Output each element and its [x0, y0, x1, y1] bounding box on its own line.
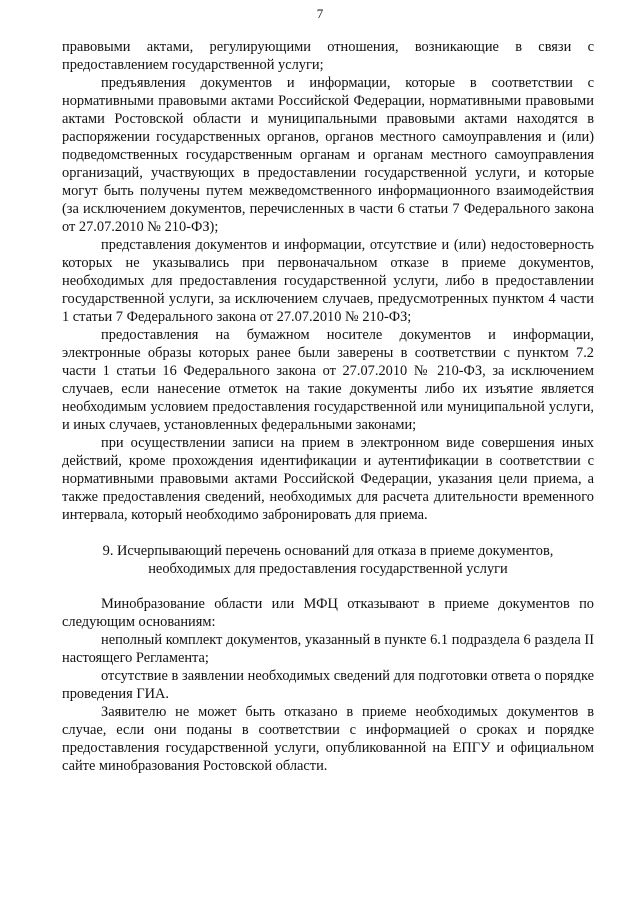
paragraph-unreliable-documents: представления документов и информации, отсутствие и (или) недостоверность которых не указывались при первоначальном отказе в приеме документов, необходимых для предоставления государственной услуги, либо в предоставлении государственной услуги, за исключением случаев, предусмотренных пунктом 4 части 1 статьи 7 Федерального закона от 27.07.2010 № 210-ФЗ;	[62, 237, 594, 325]
paragraph-paper-copies: предоставления на бумажном носителе документов и информации, электронные образы которых ранее были заверены в соответствии с пунктом 7.2 части 1 статьи 16 Федерального закона от 27.07.2010 № 210-ФЗ, за исключением случаев, если нанесение отметок на такие документы либо их изъятие является необходимым условием предоставления государственной или муниципальной услуги, и иных случаев, установленных федеральными законами;	[62, 327, 594, 433]
paragraph-documents-presentation: предъявления документов и информации, которые в соответствии с нормативными правовыми актами Российской Федерации, нормативными правовыми актами Ростовской области и муниципальными правовыми актами находятся в распоряжении государственных органов, органов местного самоуправления и (или) подведомственных государственным органам и органам местного самоуправления организаций, участвующих в предоставлении государственной услуги, и которые могут быть получены путем межведомственного информационного взаимодействия (за исключением документов, перечисленных в части 6 статьи 7 Федерального закона от 27.07.2010 № 210-ФЗ);	[62, 75, 594, 235]
paragraph-no-refusal: Заявителю не может быть отказано в приеме необходимых документов в случае, если они поданы в соответствии с информацией о сроках и порядке предоставления государственной услуги, опубликованной на ЕПГУ и официальном сайте минобразования Ростовской области.	[62, 704, 594, 774]
paragraph-continuation: правовыми актами, регулирующими отношения, возникающие в связи с предоставлением государственной услуги;	[62, 39, 594, 73]
paragraph-missing-info: отсутствие в заявлении необходимых сведений для подготовки ответа о порядке проведения ГИА.	[62, 668, 594, 702]
paragraph-refusal-intro: Минобразование области или МФЦ отказывают в приеме документов по следующим основаниям:	[62, 596, 594, 630]
page-number: 7	[316, 6, 324, 21]
section-heading	[62, 542, 594, 578]
section-heading-line-1: 9. Исчерпывающий перечень оснований для отказа в приеме документов,	[102, 543, 554, 559]
paragraph-electronic-appointment: при осуществлении записи на прием в электронном виде совершения иных действий, кроме прохождения идентификации и аутентификации в соответствии с нормативными правовыми актами Российской Федерации, указания цели приема, а также предоставления сведений, необходимых для расчета длительности временного интервала, который необходимо забронировать для приема.	[62, 435, 594, 523]
section-heading-line-2: необходимых для предоставления государственной услуги	[148, 561, 508, 577]
paragraph-incomplete-set: неполный комплект документов, указанный в пункте 6.1 подраздела 6 раздела II настоящего Регламента;	[62, 632, 594, 666]
document-body	[62, 38, 594, 775]
